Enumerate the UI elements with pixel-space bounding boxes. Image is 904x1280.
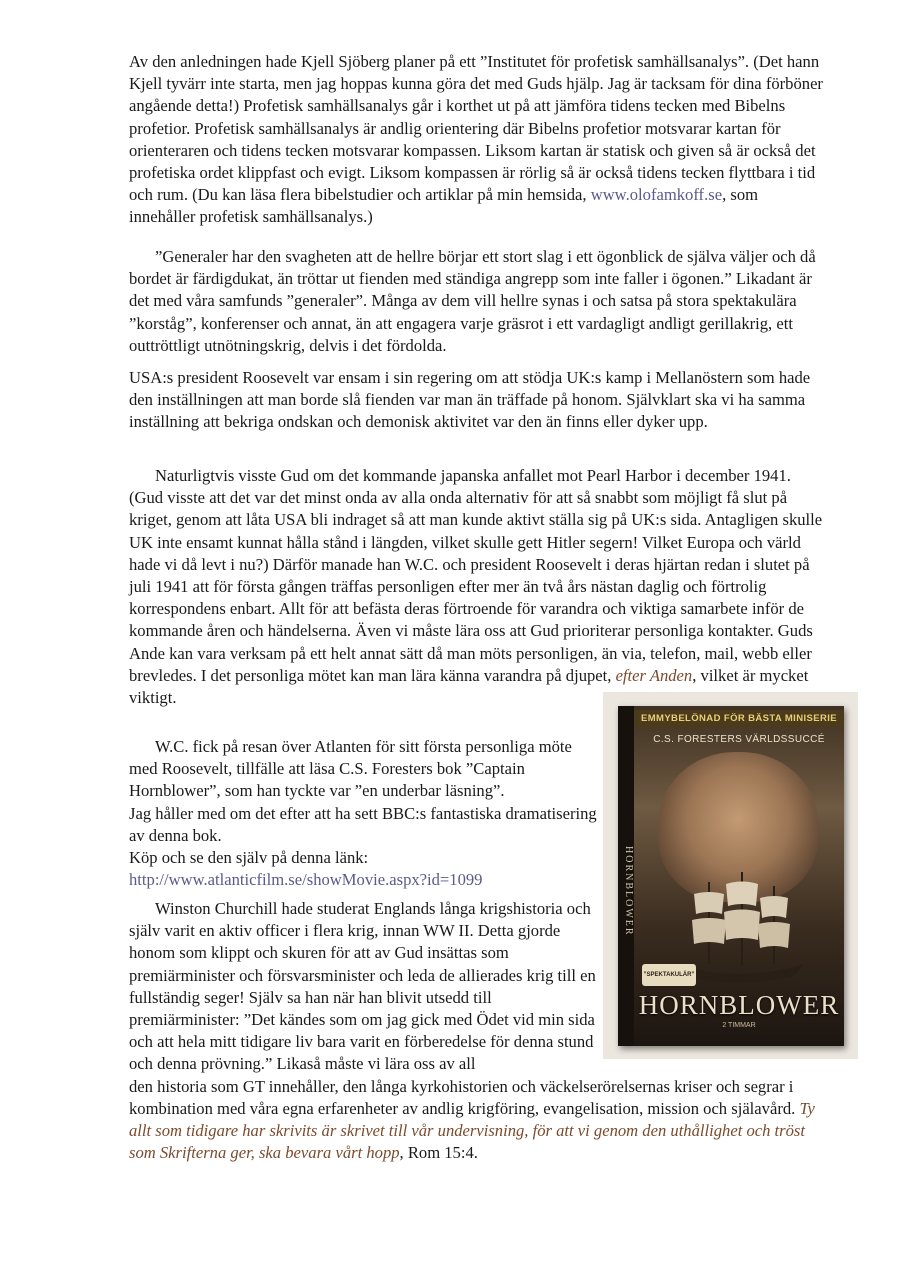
dvd-case [618, 706, 844, 1046]
paragraph-5-line-3: Köp och se den själv på denna länk: [129, 848, 369, 868]
paragraph-5-line-1: W.C. fick på resan över Atlanten för sitt första personliga möte med Roosevelt, tillfälle att läsa C.S. Foresters bok ”Captain Hornblower”, som han tyckte var ”en underbar läsning”. [129, 737, 572, 801]
paragraph-5 [129, 736, 599, 891]
atlanticfilm-link[interactable]: http://www.atlanticfilm.se/showMovie.aspx?id=1099 [129, 870, 483, 890]
paragraph-3 [129, 367, 823, 434]
paragraph-4-italic: efter Anden [615, 665, 693, 685]
paragraph-4 [129, 465, 823, 709]
bible-quote: Ty allt som tidigare har skrivits är skrivet till vår undervisning, för att vi genom den uthållighet och tröst som Skrifterna ger, ska bevara vårt hopp [129, 1098, 815, 1163]
bible-reference: , Rom 15:4. [399, 1143, 478, 1163]
paragraph-1-text: Av den anledningen hade Kjell Sjöberg planer på ett ”Institutet för profetisk samhällsanalys”. (Det hann Kjell tyvärr inte starta, men jag hoppas kunna göra det med Guds hjälp. Jag är tacksam för dina förböner angående detta!) Profetisk samhällsanalys går i korthet ut på att jämföra tidens tecken med Bibelns profetior. Profetisk samhällsanalys är andlig orientering där Bibelns profetior motsvarar kartan för orienteraren och tidens tecken motsvarar kompassen. Liksom kartan är statisk och given så är också det profetiska ordet klippfast och evigt. Liksom kompassen är rörlig så är också tidens tecken flyttbara i tid och rum. (Du kan läsa flera bibelstudier och artiklar på min hemsida, [129, 52, 823, 205]
paragraph-6-text-wide: den historia som GT innehåller, den långa kyrkohistorien och väckelserörelsernas kriser och segrar i kombination med våra egna erfarenheter av andlig krigföring, evangelisation, mission och själavård. [129, 1076, 800, 1118]
dvd-cover-image [603, 692, 858, 1059]
paragraph-2 [129, 246, 823, 357]
dvd-review-badge: ”SPEKTAKULÄR” [642, 964, 696, 986]
dvd-title: HORNBLOWER [638, 990, 840, 1020]
paragraph-3-text: USA:s president Roosevelt var ensam i sin regering om att stödja UK:s kamp i Mellanöstern som hade den inställningen att man borde slå fienden var man än träffade på honom. Självklart ska vi ha samma inställning att bekriga ondskan och demonisk aktivitet var den än finns eller dyker upp. [129, 368, 811, 432]
paragraph-5-line-2: Jag håller med om det efter att ha sett BBC:s fantastiska dramatisering av denna bok. [129, 803, 597, 845]
paragraph-4-text-after: , vilket är mycket viktigt. [129, 665, 809, 708]
dvd-subtitle: C.S. FORESTERS VÄRLDSSUCCÉ [653, 734, 825, 745]
dvd-fine-print: 2 TIMMAR [722, 1022, 756, 1029]
homepage-link[interactable]: www.olofamkoff.se [590, 185, 723, 205]
dvd-award-band: EMMYBELÖNAD FÖR BÄSTA MINISERIE [634, 710, 844, 728]
paragraph-4-text: Naturligtvis visste Gud om det kommande japanska anfallet mot Pearl Harbor i december 1941. (Gud visste att det var det minst onda av alla onda alternativ för att så snabbt som möjligt få slut på kriget, genom att låta USA bli indraget så att man kunde aktivt ställa sig på UK:s sida. Antagligen skulle UK inte ensamt kunnat hålla stånd i längden, vilket skulle gett Hitler segern! Vilket Europa och värld hade vi då levt i nu?) Därför manade han W.C. och president Roosevelt i deras hjärtan redan i slutet på juli 1941 att för första gången träffas personligen efter mer än två års nästan daglig och förtrolig korrespondens enbart. Allt för att befästa deras förtroende för varandra och viktiga samarbete inför de kommande åren och händelserna. Även vi måste lära oss att Gud prioriterar personliga kontakter. Guds Ande kan vara verksam på ett helt annat sätt då man möts personligen, än via, telefon, mail, webb eller brevledes. I det personliga mötet kan man lära känna varandra på djupet, [129, 466, 823, 685]
paragraph-6-text-narrow: Winston Churchill hade studerat Englands långa krigshistoria och själv varit en aktiv officer i flera krig, innan WW II. Detta gjorde honom som klippt och skuren för att av Gud insättas som premiärminister och försvarsminister och leda de allierades krig till en fullständig seger! Själv sa han när han blivit utsedd till premiärminister: ”Det kändes som om jag gick med Ödet vid min sida och att hela mitt tidigare liv bara varit en förberedelse för denna stund och denna prövning.” Likaså måste vi lära oss av all [129, 899, 596, 1074]
paragraph-1-text-after: , som innehåller profetisk samhällsanalys.) [129, 185, 759, 227]
paragraph-2-text: ”Generaler har den svagheten att de hellre börjar ett stort slag i ett ögonblick de själva väljer och då bordet är färdigdukat, än tröttar ut fienden med ständiga angrepp som inte faller i ögonen.” Likadant är det med våra samfunds ”generaler”. Många av dem vill hellre synas i och satsa på stora spektakulära ”korståg”, konferenser och annat, än att engagera varje gräsrot i ett vardagligt andligt gerillakrig, ett outtröttligt utnötningskrig, delvis i det fördolda. [129, 247, 816, 355]
dvd-spine-title: HORNBLOWER [623, 845, 634, 937]
paragraph-1 [129, 51, 823, 229]
